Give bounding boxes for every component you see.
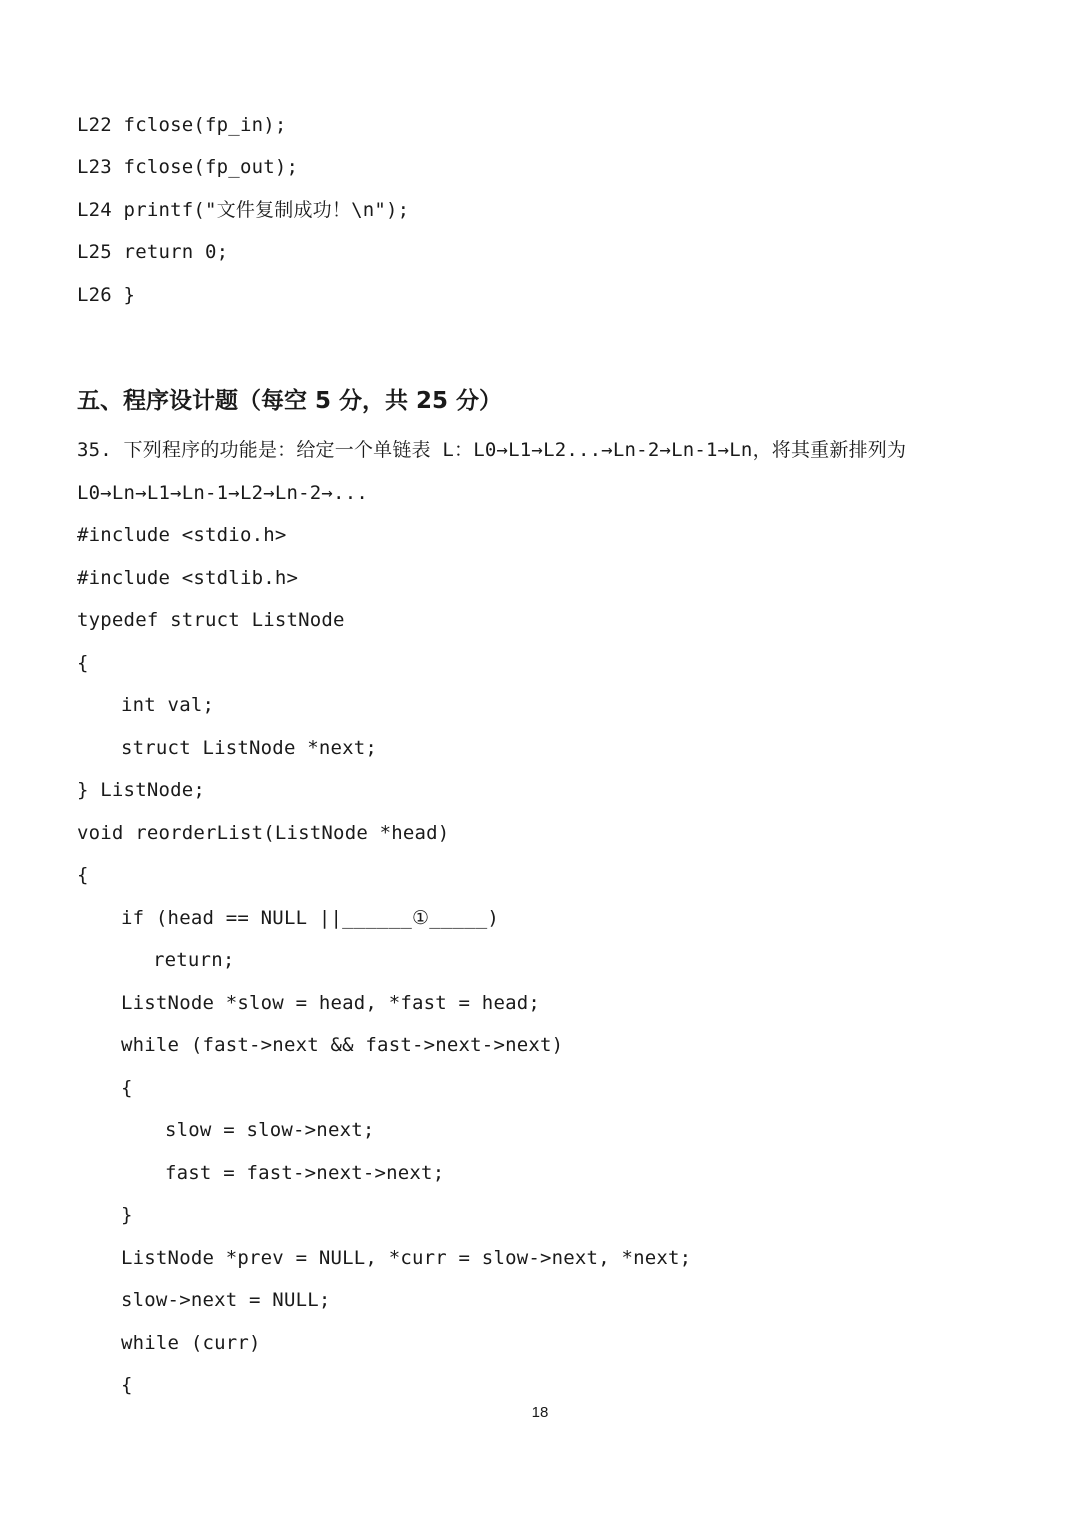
question-text: 35. 下列程序的功能是：给定一个单链表 L：L0→L1→L2...→Ln-2→Ln-1→Ln，将其重新排列为 xyxy=(77,439,907,461)
code-line: #include <stdio.h> xyxy=(77,524,287,546)
code-line: { xyxy=(121,1077,133,1099)
code-line: slow = slow->next; xyxy=(165,1119,375,1141)
code-line-l26: L26 } xyxy=(77,284,136,306)
code-line: { xyxy=(77,864,89,886)
code-line-l22: L22 fclose(fp_in); xyxy=(77,114,287,136)
code-line: fast = fast->next->next; xyxy=(165,1162,445,1184)
question-text-cont: L0→Ln→L1→Ln-1→L2→Ln-2→... xyxy=(77,482,368,504)
code-line: int val; xyxy=(121,694,215,716)
code-line: } ListNode; xyxy=(77,779,206,801)
page-number: 18 xyxy=(531,1404,549,1421)
section-heading: 五、程序设计题（每空 5 分，共 25 分） xyxy=(77,388,503,414)
code-line: ListNode *slow = head, *fast = head; xyxy=(121,992,541,1014)
code-line-l23: L23 fclose(fp_out); xyxy=(77,156,299,178)
code-line: } xyxy=(121,1204,133,1226)
code-line: while (curr) xyxy=(121,1332,261,1354)
code-line: void reorderList(ListNode *head) xyxy=(77,822,450,844)
code-line: slow->next = NULL; xyxy=(121,1289,331,1311)
code-line: { xyxy=(77,652,89,674)
code-line: typedef struct ListNode xyxy=(77,609,345,631)
code-line-l24: L24 printf("文件复制成功！\n"); xyxy=(77,199,410,221)
code-line-l25: L25 return 0; xyxy=(77,241,229,263)
code-line: return; xyxy=(153,949,235,971)
code-line: { xyxy=(121,1374,133,1396)
code-line: while (fast->next && fast->next->next) xyxy=(121,1034,564,1056)
code-line-blank-1: if (head == NULL ||______①_____) xyxy=(121,907,500,929)
code-line: #include <stdlib.h> xyxy=(77,567,299,589)
code-line: ListNode *prev = NULL, *curr = slow->next, *next; xyxy=(121,1247,692,1269)
code-line: struct ListNode *next; xyxy=(121,737,378,759)
